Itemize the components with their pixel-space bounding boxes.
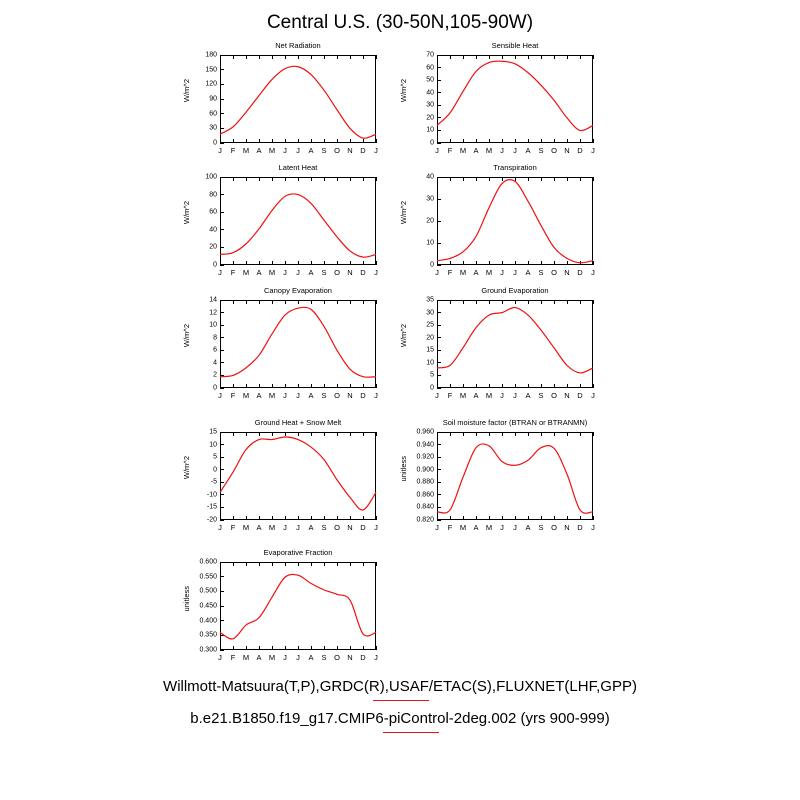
y-tick-label: 0.940: [416, 441, 434, 449]
x-tick-label: O: [334, 391, 340, 400]
data-series-line: [391, 286, 607, 408]
data-series-line: [391, 41, 607, 163]
x-tick-label: J: [296, 268, 300, 277]
y-tick-label: 20: [426, 334, 434, 342]
y-tick-label: 150: [205, 66, 217, 74]
panel-title: Sensible Heat: [491, 41, 539, 50]
y-tick-label: 0.860: [416, 491, 434, 499]
y-axis-label: W/m^2: [182, 201, 191, 225]
chart-panel: [174, 286, 390, 408]
legend-line-footer1: [373, 700, 429, 701]
x-tick-label: A: [308, 391, 314, 400]
y-axis-label: W/m^2: [182, 456, 191, 480]
y-tick-label: 40: [426, 89, 434, 97]
y-tick-label: 10: [209, 321, 217, 329]
x-tick-label: N: [564, 523, 570, 532]
y-tick-label: 15: [426, 346, 434, 354]
x-tick-label: J: [513, 146, 517, 155]
x-tick-label: M: [459, 523, 467, 532]
y-tick-label: 30: [426, 195, 434, 203]
x-tick-label: M: [268, 523, 276, 532]
y-tick-label: 30: [426, 309, 434, 317]
y-tick-label: 20: [426, 114, 434, 122]
x-tick-label: D: [360, 391, 366, 400]
x-tick-label: J: [513, 391, 517, 400]
y-axis-label: unitless: [399, 456, 408, 482]
x-tick-label: J: [435, 146, 439, 155]
x-tick-label: F: [230, 268, 236, 277]
x-tick-label: J: [296, 146, 300, 155]
chart-panel: [174, 418, 390, 540]
x-tick-label: J: [500, 146, 504, 155]
footer-data-sources: Willmott-Matsuura(T,P),GRDC(R),USAF/ETAC(S),FLUXNET(LHF,GPP): [163, 678, 637, 695]
x-tick-label: J: [218, 523, 222, 532]
y-tick-label: 5: [213, 453, 217, 461]
x-tick-label: M: [242, 653, 250, 662]
x-tick-label: J: [591, 146, 595, 155]
y-tick-label: 0.300: [199, 646, 217, 654]
y-tick-label: 5: [430, 371, 434, 379]
x-tick-label: O: [551, 268, 557, 277]
x-tick-label: S: [321, 523, 327, 532]
x-tick-label: F: [447, 268, 453, 277]
x-tick-label: A: [473, 391, 479, 400]
panel-title: Evaporative Fraction: [263, 548, 333, 557]
x-tick-label: N: [347, 653, 353, 662]
x-tick-label: N: [564, 268, 570, 277]
y-tick-label: 0.450: [199, 602, 217, 610]
y-tick-label: 120: [205, 80, 217, 88]
y-tick-label: 50: [426, 76, 434, 84]
x-tick-label: J: [374, 146, 378, 155]
x-tick-label: M: [485, 268, 493, 277]
x-tick-label: J: [513, 268, 517, 277]
data-series-line: [391, 418, 607, 540]
x-tick-label: M: [485, 391, 493, 400]
x-tick-label: S: [321, 146, 327, 155]
x-tick-label: D: [577, 391, 583, 400]
y-tick-label: 0: [213, 139, 217, 147]
y-tick-label: 0: [430, 261, 434, 269]
y-tick-label: 0.840: [416, 503, 434, 511]
x-tick-label: F: [447, 391, 453, 400]
x-tick-label: S: [321, 268, 327, 277]
data-series-line: [174, 418, 390, 540]
x-tick-label: O: [334, 653, 340, 662]
y-tick-label: 8: [213, 334, 217, 342]
x-tick-label: F: [230, 653, 236, 662]
y-tick-label: 30: [209, 124, 217, 132]
y-tick-label: 100: [205, 173, 217, 181]
y-tick-label: 20: [209, 243, 217, 251]
chart-panel: [174, 41, 390, 163]
y-tick-label: 0.500: [199, 587, 217, 595]
y-tick-label: 30: [426, 101, 434, 109]
y-axis-label: W/m^2: [399, 324, 408, 348]
chart-panel: [174, 548, 390, 670]
chart-panel: [391, 286, 607, 408]
y-tick-label: 180: [205, 51, 217, 59]
x-tick-label: D: [577, 523, 583, 532]
data-series-line: [391, 163, 607, 285]
x-tick-label: J: [513, 523, 517, 532]
y-axis-label: W/m^2: [399, 201, 408, 225]
x-tick-label: S: [538, 391, 544, 400]
y-tick-label: 25: [426, 321, 434, 329]
x-tick-label: M: [268, 391, 276, 400]
x-tick-label: N: [564, 146, 570, 155]
x-tick-label: O: [551, 146, 557, 155]
y-tick-label: 6: [213, 346, 217, 354]
y-tick-label: 0: [213, 384, 217, 392]
y-tick-label: 10: [426, 359, 434, 367]
x-tick-label: J: [283, 523, 287, 532]
chart-panel: [391, 418, 607, 540]
x-tick-label: J: [283, 146, 287, 155]
x-tick-label: S: [321, 653, 327, 662]
data-series-line: [174, 286, 390, 408]
y-tick-label: 4: [213, 359, 217, 367]
y-tick-label: 0.400: [199, 617, 217, 625]
x-tick-label: D: [360, 268, 366, 277]
y-tick-label: 20: [426, 217, 434, 225]
y-tick-label: 0.920: [416, 453, 434, 461]
y-tick-label: 0: [430, 139, 434, 147]
y-tick-label: -15: [206, 503, 217, 511]
y-axis-label: W/m^2: [182, 79, 191, 103]
x-tick-label: J: [283, 268, 287, 277]
panel-title: Transpiration: [493, 163, 537, 172]
y-tick-label: 80: [209, 191, 217, 199]
y-tick-label: 0.600: [199, 558, 217, 566]
x-tick-label: J: [500, 268, 504, 277]
x-tick-label: M: [242, 146, 250, 155]
x-tick-label: J: [283, 391, 287, 400]
x-tick-label: A: [473, 523, 479, 532]
x-tick-label: M: [242, 268, 250, 277]
chart-panel: [174, 163, 390, 285]
x-tick-label: S: [321, 391, 327, 400]
x-tick-label: A: [256, 268, 262, 277]
x-tick-label: M: [268, 653, 276, 662]
x-tick-label: M: [268, 268, 276, 277]
x-tick-label: S: [538, 523, 544, 532]
x-tick-label: A: [256, 391, 262, 400]
x-tick-label: M: [459, 391, 467, 400]
x-tick-label: J: [435, 391, 439, 400]
x-tick-label: J: [283, 653, 287, 662]
y-tick-label: 0: [213, 261, 217, 269]
x-tick-label: J: [591, 523, 595, 532]
x-tick-label: M: [242, 523, 250, 532]
x-tick-label: A: [308, 146, 314, 155]
y-tick-label: -20: [206, 516, 217, 524]
x-tick-label: A: [256, 653, 262, 662]
y-tick-label: 14: [209, 296, 217, 304]
x-tick-label: A: [525, 391, 531, 400]
panel-title: Ground Evaporation: [481, 286, 549, 295]
x-tick-label: J: [374, 653, 378, 662]
x-tick-label: M: [485, 146, 493, 155]
x-tick-label: M: [242, 391, 250, 400]
x-tick-label: N: [347, 391, 353, 400]
x-tick-label: J: [500, 391, 504, 400]
panel-title: Net Radiation: [275, 41, 321, 50]
y-tick-label: 15: [209, 428, 217, 436]
x-tick-label: O: [551, 523, 557, 532]
x-tick-label: N: [564, 391, 570, 400]
y-tick-label: 40: [209, 226, 217, 234]
x-tick-label: O: [334, 268, 340, 277]
y-tick-label: 90: [209, 95, 217, 103]
x-tick-label: A: [525, 268, 531, 277]
y-tick-label: 10: [426, 126, 434, 134]
x-tick-label: A: [473, 268, 479, 277]
x-tick-label: J: [591, 391, 595, 400]
panel-title: Latent Heat: [278, 163, 318, 172]
x-tick-label: O: [334, 523, 340, 532]
y-tick-label: -10: [206, 491, 217, 499]
y-axis-label: unitless: [182, 586, 191, 612]
y-tick-label: 60: [426, 64, 434, 72]
x-tick-label: M: [459, 146, 467, 155]
y-axis-label: W/m^2: [399, 79, 408, 103]
x-tick-label: A: [256, 523, 262, 532]
y-tick-label: 60: [209, 208, 217, 216]
y-tick-label: 0: [213, 466, 217, 474]
y-tick-label: -5: [210, 478, 217, 486]
x-tick-label: D: [577, 268, 583, 277]
x-tick-label: N: [347, 146, 353, 155]
x-tick-label: M: [459, 268, 467, 277]
x-tick-label: J: [218, 146, 222, 155]
x-tick-label: A: [308, 523, 314, 532]
data-series-line: [174, 548, 390, 670]
x-tick-label: J: [500, 523, 504, 532]
x-tick-label: D: [360, 653, 366, 662]
y-tick-label: 10: [209, 441, 217, 449]
y-tick-label: 35: [426, 296, 434, 304]
y-tick-label: 0.900: [416, 466, 434, 474]
x-tick-label: J: [374, 391, 378, 400]
y-tick-label: 0.350: [199, 631, 217, 639]
x-tick-label: F: [447, 523, 453, 532]
x-tick-label: S: [538, 146, 544, 155]
x-tick-label: O: [334, 146, 340, 155]
x-tick-label: D: [360, 523, 366, 532]
x-tick-label: O: [551, 391, 557, 400]
panel-title: Soil moisture factor (BTRAN or BTRANMN): [442, 418, 588, 427]
data-series-line: [174, 41, 390, 163]
panel-title: Canopy Evaporation: [264, 286, 332, 295]
x-tick-label: J: [218, 268, 222, 277]
y-tick-label: 0.820: [416, 516, 434, 524]
y-tick-label: 70: [426, 51, 434, 59]
y-tick-label: 0.960: [416, 428, 434, 436]
data-series-line: [174, 163, 390, 285]
panel-title: Ground Heat + Snow Melt: [254, 418, 342, 427]
x-tick-label: F: [230, 391, 236, 400]
x-tick-label: J: [374, 523, 378, 532]
x-tick-label: M: [268, 146, 276, 155]
x-tick-label: A: [308, 268, 314, 277]
x-tick-label: J: [218, 653, 222, 662]
y-tick-label: 40: [426, 173, 434, 181]
x-tick-label: F: [447, 146, 453, 155]
x-tick-label: J: [435, 268, 439, 277]
y-tick-label: 0: [430, 384, 434, 392]
x-tick-label: J: [296, 523, 300, 532]
x-tick-label: N: [347, 268, 353, 277]
y-tick-label: 10: [426, 239, 434, 247]
legend-line-footer2: [383, 732, 439, 733]
page-title: Central U.S. (30-50N,105-90W): [266, 12, 534, 33]
x-tick-label: A: [308, 653, 314, 662]
x-tick-label: J: [296, 391, 300, 400]
y-tick-label: 0.550: [199, 573, 217, 581]
x-tick-label: M: [485, 523, 493, 532]
x-tick-label: S: [538, 268, 544, 277]
x-tick-label: N: [347, 523, 353, 532]
x-tick-label: A: [525, 146, 531, 155]
y-tick-label: 12: [209, 309, 217, 317]
x-tick-label: J: [296, 653, 300, 662]
x-tick-label: J: [374, 268, 378, 277]
x-tick-label: A: [525, 523, 531, 532]
x-tick-label: F: [230, 523, 236, 532]
y-tick-label: 0.880: [416, 478, 434, 486]
chart-panel: [391, 163, 607, 285]
x-tick-label: D: [577, 146, 583, 155]
x-tick-label: A: [473, 146, 479, 155]
footer-case-name: b.e21.B1850.f19_g17.CMIP6-piControl-2deg.002 (yrs 900-999): [190, 710, 610, 727]
x-tick-label: A: [256, 146, 262, 155]
x-tick-label: J: [591, 268, 595, 277]
x-tick-label: J: [218, 391, 222, 400]
x-tick-label: D: [360, 146, 366, 155]
y-axis-label: W/m^2: [182, 324, 191, 348]
x-tick-label: F: [230, 146, 236, 155]
chart-panel: [391, 41, 607, 163]
x-tick-label: J: [435, 523, 439, 532]
y-tick-label: 60: [209, 110, 217, 118]
y-tick-label: 2: [213, 371, 217, 379]
